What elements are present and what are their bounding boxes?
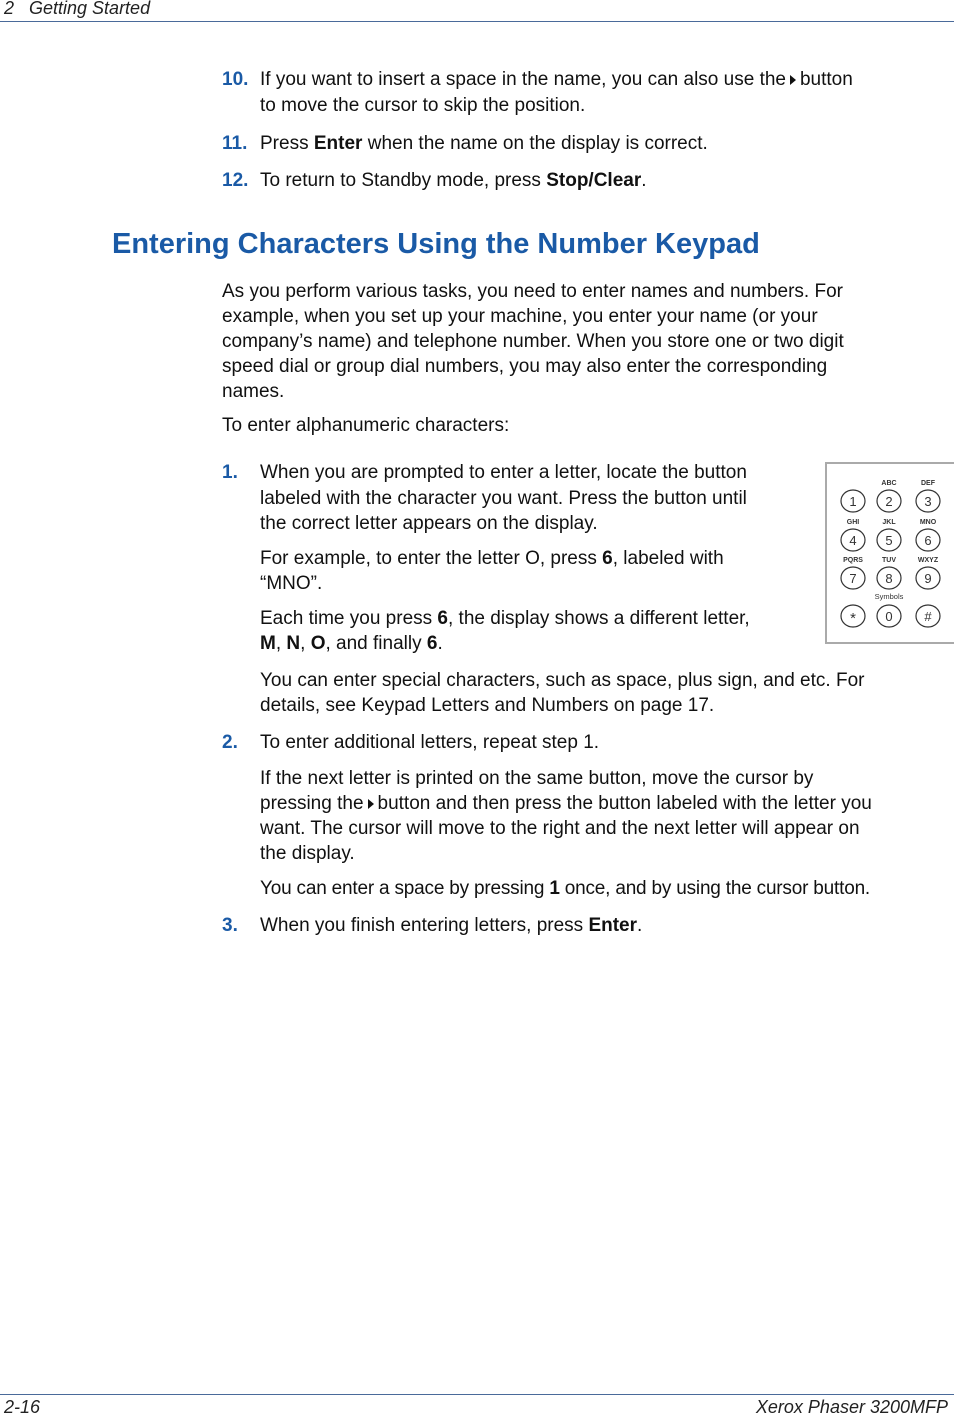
keypad-key-9-label: 9 (924, 571, 932, 586)
step-1-each-c: , the display shows a different letter, (448, 608, 750, 629)
keypad-label-def: DEF (921, 480, 935, 487)
keypad-label-abc: ABC (881, 480, 897, 487)
step-3-number: 3. (222, 915, 238, 936)
step-2-button-text: button and then press the button labeled with the letter you (377, 793, 872, 814)
step-2-line-4: want. The cursor will move to the right and the next letter will appear on (260, 818, 860, 839)
keypad-key-8 (877, 567, 901, 589)
sep-2: , (300, 633, 311, 654)
step-12-number: 12. (222, 170, 249, 191)
step-11-text-c: when the name on the display is correct. (362, 133, 708, 154)
step-3-a: When you finish entering letters, press (260, 915, 589, 936)
step-2-number: 2. (222, 732, 238, 753)
keypad-key-4-label: 4 (849, 533, 857, 548)
intro-line-4: speed dial or group dial numbers, you may also enter the corresponding (222, 356, 828, 377)
keypad-key-6-label: 6 (924, 533, 932, 548)
step-1-example-b: 6 (602, 548, 613, 569)
step-1-each-time (260, 606, 750, 631)
keypad-key-6 (916, 529, 940, 551)
keypad-label-jkl: JKL (882, 519, 896, 526)
section-heading: Entering Characters Using the Number Keypad (112, 228, 760, 260)
step-1-letters (260, 631, 443, 656)
step-1-example (260, 546, 724, 571)
footer-page-number: 2-16 (4, 1397, 41, 1417)
intro-lead: To enter alphanumeric characters: (222, 415, 510, 436)
step-1-special-2: details, see Keypad Letters and Numbers on page 17. (260, 695, 715, 716)
keypad-key-0-label: 0 (885, 609, 893, 624)
step-10-line-1 (260, 67, 853, 92)
step-1-line-1: When you are prompted to enter a letter, locate the button (260, 462, 747, 483)
keypad-key-9 (916, 567, 940, 589)
keypad-key-7-label: 7 (849, 571, 857, 586)
keypad-key-5-label: 5 (885, 533, 893, 548)
finally-text: , and finally (325, 633, 427, 654)
intro-line-1: As you perform various tasks, you need to enter names and numbers. For (222, 281, 843, 302)
step-1-example-d: “MNO”. (260, 573, 323, 594)
letter-n: N (286, 633, 301, 654)
keypad-key-hash (916, 605, 940, 627)
step-1-example-c: , labeled with (612, 548, 724, 569)
step-2-line-2: If the next letter is printed on the same button, move the cursor by (260, 768, 814, 789)
step-3-text (260, 913, 642, 938)
keypad-key-star-label: * (850, 610, 856, 627)
digit-6: 6 (426, 633, 438, 654)
keypad-key-0 (877, 605, 901, 627)
keypad-key-2 (877, 490, 901, 512)
keypad-key-3-label: 3 (924, 494, 932, 509)
page-header (0, 0, 954, 22)
step-2-space-a: You can enter a space by pressing (260, 878, 550, 899)
header-rule (0, 21, 954, 22)
keypad-key-7 (841, 567, 865, 589)
keypad-label-tuv: TUV (882, 557, 896, 564)
step-1-line-3: the correct letter appears on the display. (260, 513, 598, 534)
sep-1: , (275, 633, 287, 654)
keypad-svg (827, 464, 954, 642)
keypad-label-wxyz: WXYZ (917, 557, 939, 564)
right-arrow-icon (790, 75, 796, 85)
step-10-text-a: If you want to insert a space in the name, you can also use the (260, 69, 786, 90)
step-2-line-3 (260, 791, 872, 816)
footer-product-name: Xerox Phaser 3200MFP (755, 1397, 948, 1417)
step-1-each-a: Each time you press (260, 608, 438, 629)
keypad-key-4 (841, 529, 865, 551)
keypad-label-symbols: Symbols (874, 592, 904, 601)
step-1-line-2: labeled with the character you want. Press the button until (260, 488, 747, 509)
step-11-text (260, 131, 708, 156)
keypad-key-2-label: 2 (885, 494, 893, 509)
keypad-key-8-label: 8 (885, 571, 893, 586)
step-2-pressing: pressing the (260, 793, 364, 814)
step-3-bold: Enter (588, 915, 638, 936)
right-arrow-icon (368, 799, 374, 809)
step-2-line-5: the display. (260, 843, 355, 864)
step-2-space-c: once, and by using the cursor button. (559, 878, 871, 899)
step-10-number: 10. (222, 69, 249, 90)
step-2-line-1: To enter additional letters, repeat step 1. (260, 732, 600, 753)
keypad-key-1-label: 1 (849, 494, 857, 509)
step-1-each-b: 6 (437, 608, 448, 629)
step-10-text-b: button (799, 69, 853, 90)
footer-rule (0, 1394, 954, 1395)
keypad-label-ghi: GHI (846, 519, 860, 526)
step-12-text-c: . (641, 170, 647, 191)
step-11-text-a: Press (260, 133, 314, 154)
step-3-c: . (637, 915, 643, 936)
letter-m: M (260, 633, 276, 654)
step-1-special-1: You can enter special characters, such as space, plus sign, and etc. For (260, 670, 865, 691)
step-12-bold: Stop/Clear (546, 170, 642, 191)
keypad-key-3 (916, 490, 940, 512)
header-text: 2 Getting Started (4, 0, 151, 18)
keypad-key-5 (877, 529, 901, 551)
step-2-space-b: 1 (549, 878, 560, 899)
step-2-space (260, 876, 870, 901)
period: . (437, 633, 443, 654)
keypad-label-pqrs: PQRS (843, 557, 863, 564)
keypad-key-star (841, 605, 865, 627)
step-11-number: 11. (222, 133, 248, 154)
intro-line-3: company’s name) and telephone number. When you store one or two digit (222, 331, 844, 352)
keypad-label-mno: MNO (919, 519, 937, 526)
intro-line-2: example, when you set up your machine, you enter your name (or your (222, 306, 818, 327)
step-1-number: 1. (222, 462, 238, 483)
keypad-illustration (825, 462, 954, 644)
keypad-key-hash-label: # (924, 609, 932, 624)
step-11-bold: Enter (313, 133, 363, 154)
keypad-key-1 (841, 490, 865, 512)
step-10-line-2: to move the cursor to skip the position. (260, 95, 586, 116)
step-12-text-a: To return to Standby mode, press (260, 170, 547, 191)
step-12-text (260, 168, 647, 193)
letter-o: O (310, 633, 326, 654)
step-1-example-a: For example, to enter the letter O, press (260, 548, 603, 569)
intro-line-5: names. (222, 381, 285, 402)
